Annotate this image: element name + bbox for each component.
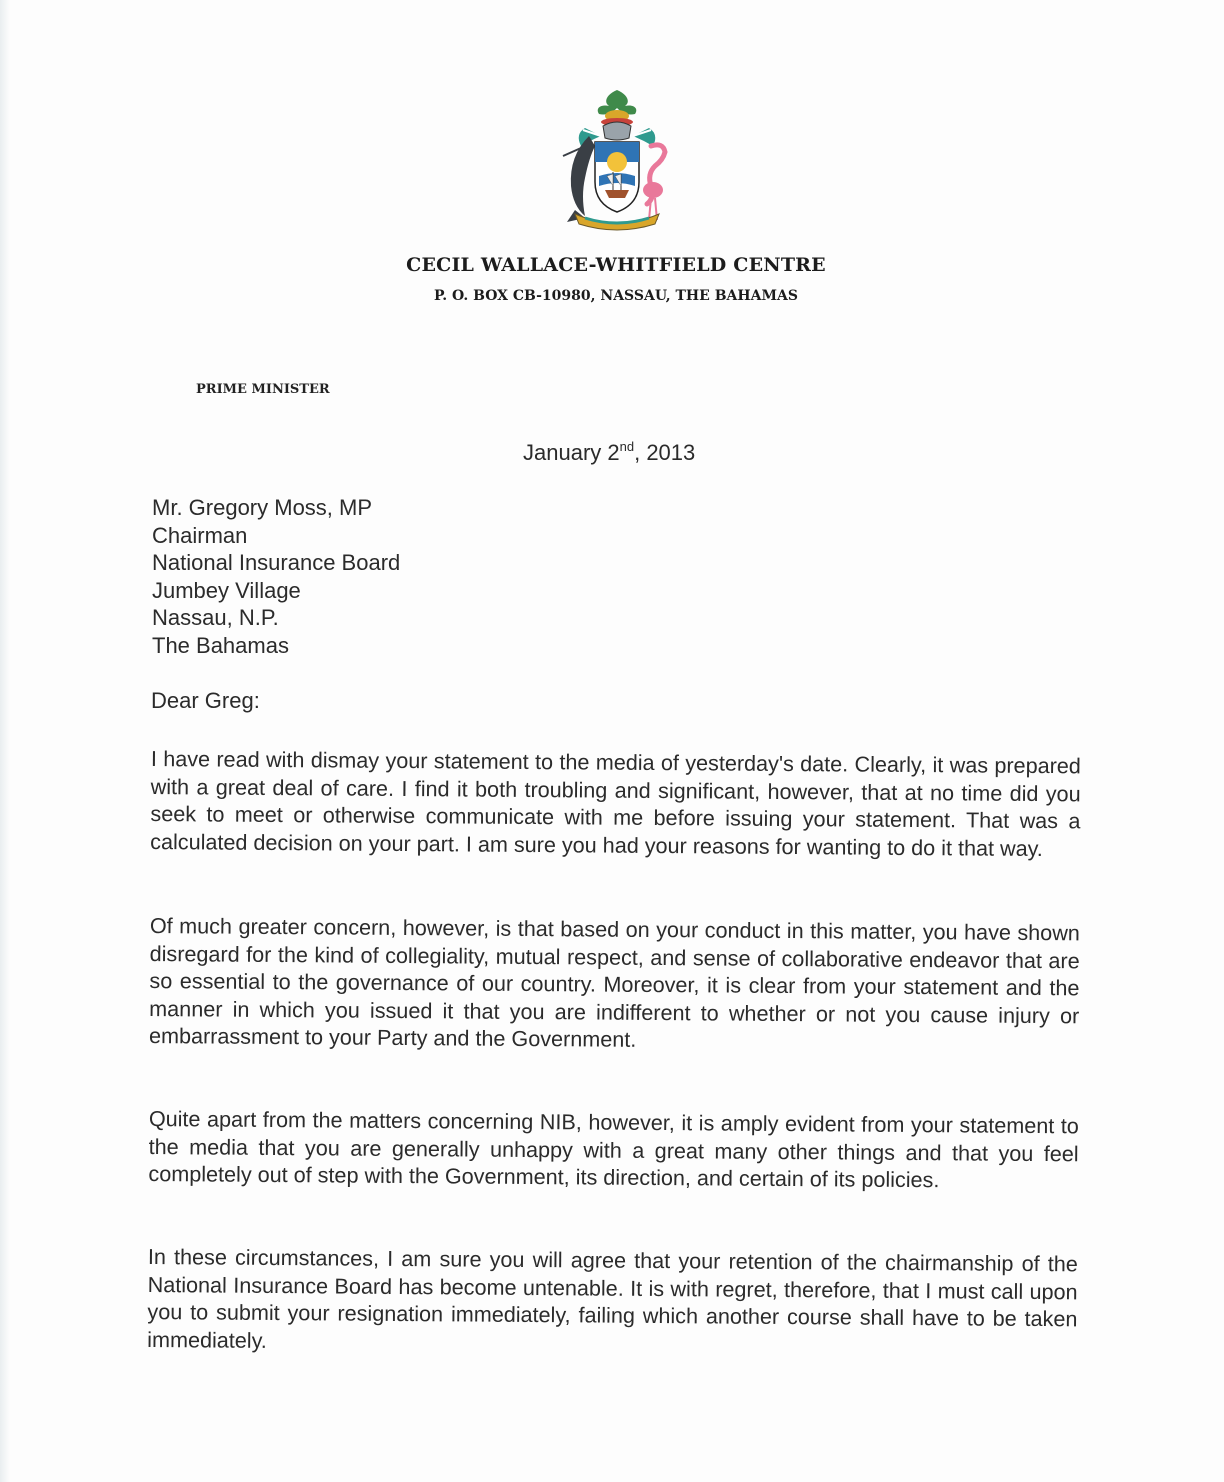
recipient-line: Jumbey Village [152, 577, 301, 603]
bahamas-coat-of-arms-icon [555, 86, 677, 232]
recipient-line: National Insurance Board [152, 550, 401, 576]
recipient-line: Chairman [152, 522, 248, 548]
organization-address: P. O. BOX CB-10980, NASSAU, THE BAHAMAS [434, 288, 798, 304]
date-ordinal: nd [619, 439, 635, 454]
body-paragraph: Quite apart from the matters concerning NIB, however, it is amply evident from your statement to the media that you are generally unhappy with a great many other things and that you feel completely out of step with the Government, its direction, and certain of its policies. [148, 1106, 1079, 1193]
date-year: , 2013 [634, 440, 696, 465]
body-paragraph: Of much greater concern, however, is that based on your conduct in this matter, you have shown disregard for the kind of collegiality, mutual respect, and sense of collaborative endeavor that are so essential to the governance of our country. Moreover, it is clear from your statement and the manner in which you issued it that you are indifferent to whether or not you cause injury or embarrassment to your Party and the Government. [148, 912, 1080, 1052]
recipient-line: Mr. Gregory Moss, MP [152, 495, 373, 520]
organization-name: CECIL WALLACE-WHITFIELD CENTRE [406, 254, 826, 276]
date-month-day: January 2 [523, 440, 620, 465]
recipient-address [152, 494, 400, 660]
body-paragraph: I have read with dismay your statement to the media of yesterday's date. Clearly, it was prepared with a great deal of care. I find it both troubling and significant, however, that at no time did you seek to meet or otherwise communicate with me before issuing your statement. That was a calculated decision on your part. I am sure you had your reasons for wanting to do it that way. [150, 745, 1081, 861]
recipient-line: The Bahamas [152, 632, 289, 658]
scan-edge-shading [0, 0, 10, 1482]
recipient-line: Nassau, N.P. [152, 605, 279, 631]
office-title: PRIME MINISTER [196, 382, 330, 397]
letter-date [523, 440, 695, 466]
body-paragraph: In these circumstances, I am sure you will agree that your retention of the chairmanship of the National Insurance Board has become untenable. It is with regret, therefore, that I must call upon you to submit your resignation immediately, failing which another course shall have to be taken immediately. [147, 1244, 1078, 1353]
salutation: Dear Greg: [151, 688, 260, 713]
